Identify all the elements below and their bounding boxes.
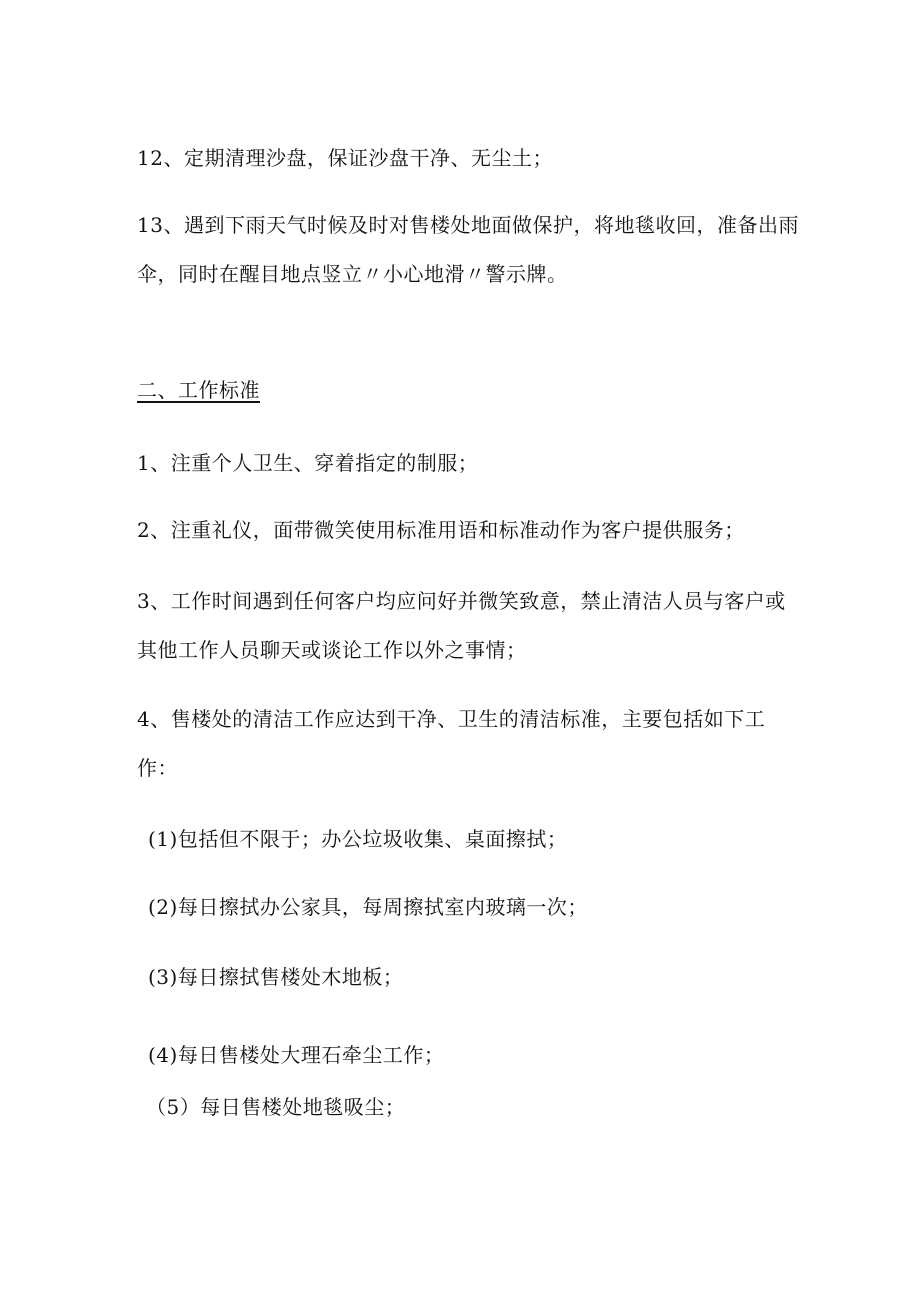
standard-item-4: 4、售楼处的清洁工作应达到干净、卫生的清洁标准，主要包括如下工 (137, 707, 766, 731)
standard-item-2: 2、注重礼仪，面带微笑使用标准用语和标准动作为客户提供服务； (137, 518, 745, 542)
paragraph-line-13: 13、遇到下雨天气时候及时对售楼处地面做保护，将地毯收回，准备出雨 (137, 213, 799, 237)
sub-item-3: (3)每日擦拭售楼处木地板； (148, 965, 404, 989)
standard-item-3: 3、工作时间遇到任何客户均应问好并微笑致意，禁止清洁人员与客户或 (137, 589, 786, 613)
sub-item-4: (4)每日售楼处大理石牵尘工作； (148, 1043, 445, 1067)
standard-item-3-cont: 其他工作人员聊天或谈论工作以外之事情； (137, 638, 527, 662)
sub-item-1: (1)包括但不限于；办公垃圾收集、桌面擦拭； (148, 827, 568, 851)
paragraph-line-13-cont: 伞，同时在醒目地点竖立〃小心地滑〃警示牌。 (137, 262, 568, 286)
standard-item-4-cont: 作： (137, 756, 178, 780)
standard-item-1: 1、注重个人卫生、穿着指定的制服； (137, 451, 479, 475)
paragraph-line-12: 12、定期清理沙盘，保证沙盘干净、无尘土； (137, 146, 553, 170)
sub-item-2: (2)每日擦拭办公家具，每周擦拭室内玻璃一次； (148, 895, 588, 919)
sub-item-5: （5）每日售楼处地毯吸尘； (146, 1095, 406, 1119)
section-heading: 二、工作标准 (137, 378, 260, 402)
